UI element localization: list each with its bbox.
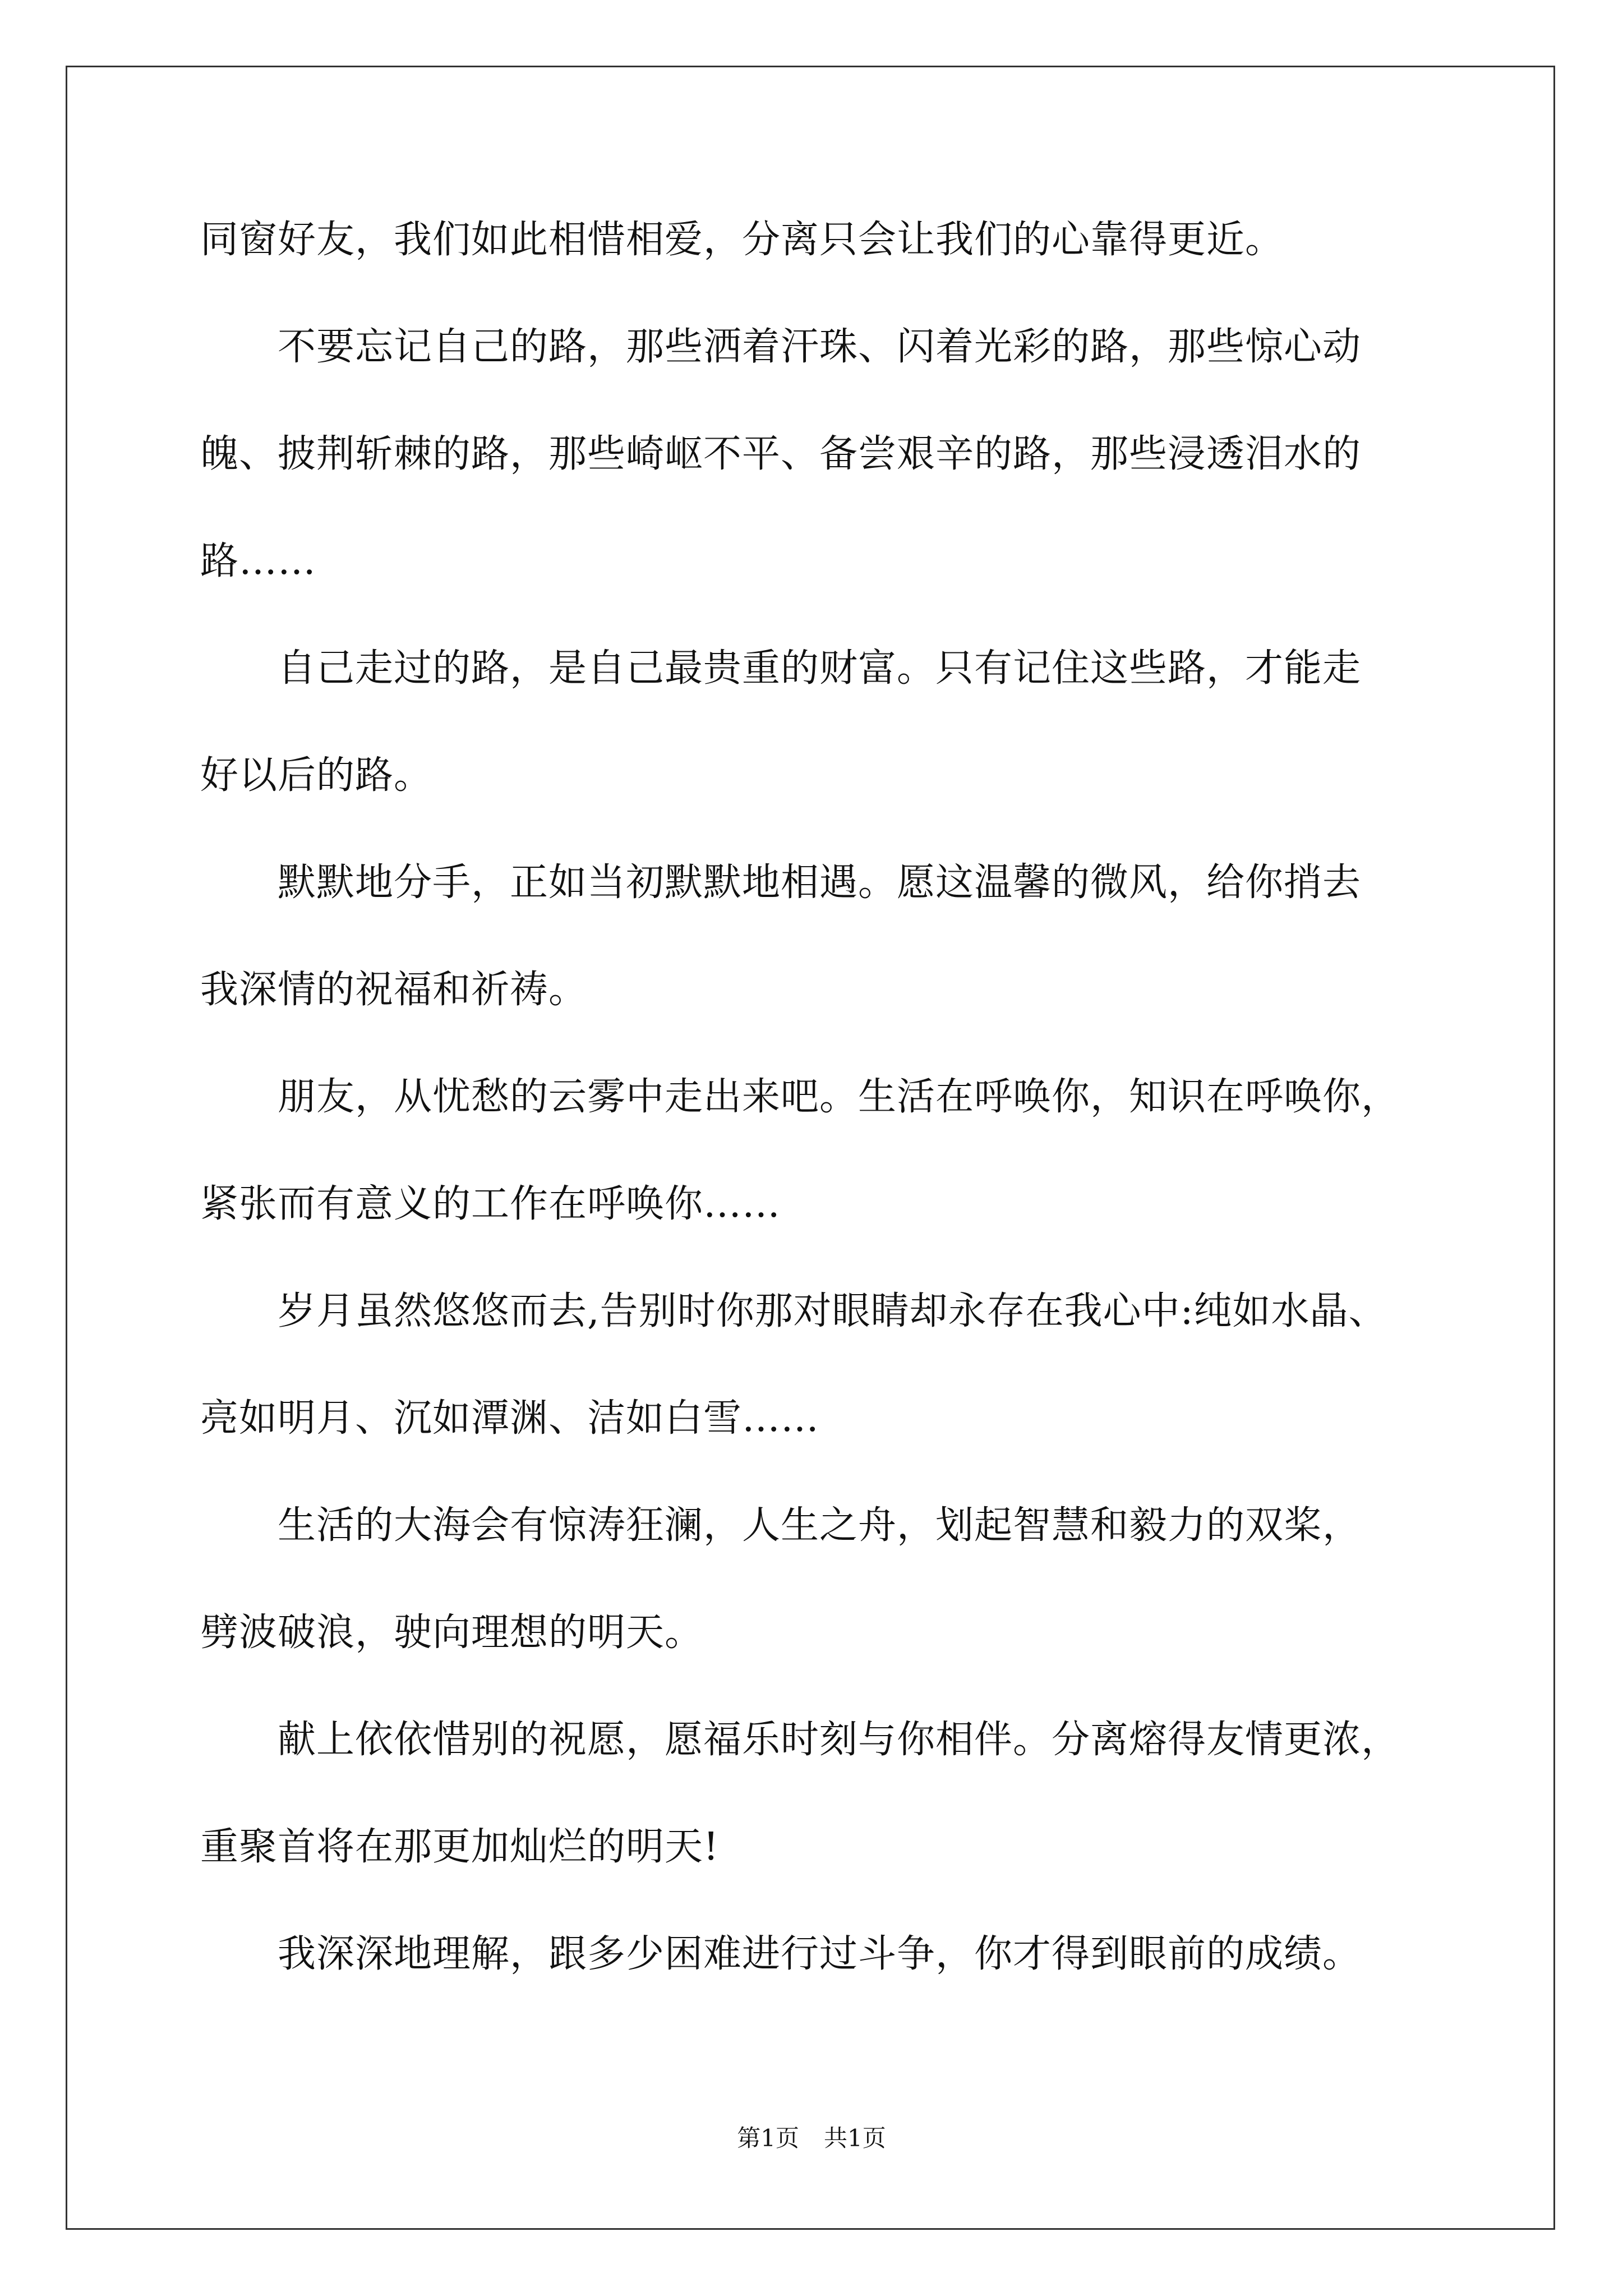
text-line: 紧张而有意义的工作在呼唤你…… [200, 1182, 781, 1226]
page-total: 共1页 [824, 2124, 886, 2152]
text-line: 亮如明月、沉如潭渊、洁如白雪…… [200, 1396, 820, 1441]
text-line: 默默地分手，正如当初默默地相遇。愿这温馨的微风，给你捎去 [200, 861, 1362, 905]
text-line: 朋友，从忧愁的云雾中走出来吧。生活在呼唤你，知识在呼唤你， [200, 1075, 1400, 1119]
text-line: 自己走过的路，是自己最贵重的财富。只有记住这些路，才能走 [200, 646, 1362, 691]
text-line: 我深深地理解，跟多少困难进行过斗争，你才得到眼前的成绩。 [200, 1932, 1362, 1976]
text-line: 劈波破浪，驶向理想的明天。 [200, 1611, 704, 1655]
page-footer [0, 2124, 1623, 2152]
text-line: 魄、披荆斩棘的路，那些崎岖不平、备尝艰辛的路，那些浸透泪水的 [200, 432, 1362, 476]
page-number: 第1页 [737, 2124, 799, 2152]
text-line: 重聚首将在那更加灿烂的明天! [200, 1825, 720, 1869]
text-line: 岁月虽然悠悠而去,告别时你那对眼睛却永存在我心中:纯如水晶、 [200, 1289, 1387, 1333]
text-line: 同窗好友，我们如此相惜相爱，分离只会让我们的心靠得更近。 [200, 218, 1284, 262]
text-line: 我深情的祝福和祈祷。 [200, 968, 588, 1012]
text-line: 生活的大海会有惊涛狂澜，人生之舟，划起智慧和毅力的双桨， [200, 1503, 1362, 1548]
page-border [66, 66, 1555, 2230]
text-line: 路…… [200, 539, 317, 583]
text-line: 献上依依惜别的祝愿，愿福乐时刻与你相伴。分离熔得友情更浓， [200, 1718, 1400, 1762]
text-line: 好以后的路。 [200, 753, 433, 798]
text-line: 不要忘记自己的路，那些洒着汗珠、闪着光彩的路，那些惊心动 [200, 325, 1362, 369]
